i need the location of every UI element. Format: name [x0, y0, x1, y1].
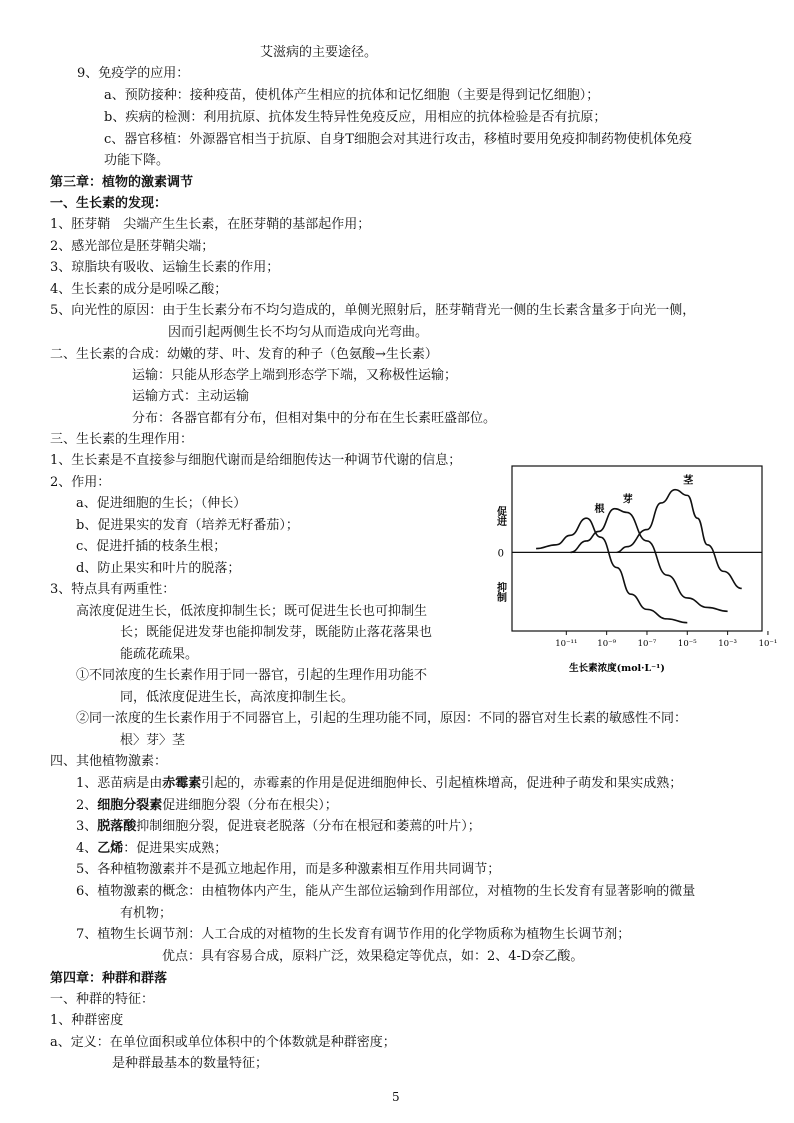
series-label: 茎 — [683, 475, 694, 487]
heading: 第三章：植物的激素调节 — [50, 174, 194, 190]
plot-frame — [512, 466, 762, 631]
text-line: 长；既能促进发芽也能抑制发芽，既能防止落花落果也 — [120, 625, 433, 641]
text-line: 2、细胞分裂素促进细胞分裂（分布在根尖）； — [76, 798, 338, 814]
text-line: 3、脱落酸抑制细胞分裂，促进衰老脱落（分布在根冠和萎蔫的叶片）； — [76, 819, 481, 835]
text-line: 3、特点具有两重性： — [50, 582, 176, 598]
text-line: 根〉芽〉茎 — [120, 733, 186, 749]
text-line: 2、作用： — [50, 475, 111, 491]
text-line: 4、生长素的成分是吲哚乙酸； — [50, 281, 228, 297]
text-line: 运输方式：主动运输 — [132, 388, 250, 404]
text-line: 高浓度促进生长，低浓度抑制生长；既可促进生长也可抑制生 — [76, 604, 428, 620]
page-number: 5 — [392, 1090, 400, 1104]
text-line: 运输：只能从形态学上端到形态学下端，又称极性运输； — [132, 367, 458, 383]
heading: 一、生长素的发现： — [50, 195, 168, 211]
text-line: 1、恶苗病是由赤霉素引起的，赤霉素的作用是促进细胞伸长、引起植株增高，促进种子萌发和果实成熟； — [76, 776, 683, 792]
y-zero-label: 0 — [497, 548, 504, 560]
text-line: 同，低浓度促进生长，高浓度抑制生长。 — [120, 690, 355, 706]
y-label-promote: 促进 — [494, 506, 506, 526]
x-tick-label: 10⁻⁷ — [637, 639, 657, 649]
text-line: 1、种群密度 — [50, 1013, 124, 1029]
x-tick-label: 10⁻¹ — [758, 639, 778, 649]
text-line: 有机物； — [120, 906, 173, 922]
text-line: 2、感光部位是胚芽鞘尖端； — [50, 238, 215, 254]
text-line: 3、琼脂块有吸收、运输生长素的作用； — [50, 259, 280, 275]
text-line: 四、其他植物激素： — [50, 754, 168, 770]
text-line: c、器官移植：外源器官相当于抗原、自身T细胞会对其进行攻击，移植时要用免疫抑制药物使机体免疫 — [104, 131, 692, 147]
series-line-茎 — [617, 490, 742, 589]
text-line: 5、向光性的原因：由于生长素分布不均匀造成的，单侧光照射后，胚芽鞘背光一侧的生长素含量多于向光一侧， — [50, 302, 696, 318]
y-label-inhibit: 抑制 — [494, 582, 506, 603]
text-line: ②同一浓度的生长素作用于不同器官上，引起的生理功能不同，原因：不同的器官对生长素的敏感性不同： — [76, 711, 688, 727]
text-line: 因而引起两侧生长不均匀从而造成向光弯曲。 — [168, 324, 429, 340]
text-line: 功能下降。 — [104, 152, 170, 168]
auxin-concentration-chart — [490, 456, 778, 676]
x-tick-label: 10⁻³ — [718, 639, 737, 649]
text-line: 能疏花疏果。 — [120, 647, 199, 663]
text-line: b、促进果实的发育（培养无籽番茄）； — [76, 518, 299, 534]
text-line: ①不同浓度的生长素作用于同一器官，引起的生理作用功能不 — [76, 668, 428, 684]
text-line: c、促进扦插的枝条生根； — [76, 539, 227, 555]
series-label: 根 — [594, 504, 605, 516]
text-line: 二、生长素的合成：幼嫩的芽、叶、发育的种子（色氨酸→生长素） — [50, 346, 438, 362]
text-line: b、疾病的检测：利用抗原、抗体发生特异性免疫反应，用相应的抗体检验是否有抗原； — [104, 109, 607, 125]
text-line: 是种群最基本的数量特征； — [112, 1056, 269, 1072]
x-tick-label: 10⁻⁵ — [677, 639, 697, 649]
text-line: a、定义：在单位面积或单位体积中的个体数就是种群密度； — [50, 1035, 396, 1051]
text-line: 艾滋病的主要途径。 — [260, 44, 378, 60]
text-line: 1、生长素是不直接参与细胞代谢而是给细胞传达一种调节代谢的信息； — [50, 453, 462, 469]
text-line: 三、生长素的生理作用： — [50, 432, 194, 448]
x-tick-label: 10⁻⁹ — [597, 639, 617, 649]
heading: 第四章：种群和群落 — [50, 971, 168, 987]
series-line-根 — [536, 518, 687, 623]
series-line-芽 — [570, 509, 727, 612]
text-line: a、促进细胞的生长；（伸长） — [76, 496, 247, 512]
text-line: a、预防接种：接种疫苗，使机体产生相应的抗体和记忆细胞（主要是得到记忆细胞）； — [104, 87, 600, 103]
text-line: 4、乙烯：促进果实成熟； — [76, 841, 228, 857]
text-line: 9、免疫学的应用： — [77, 65, 190, 81]
text-line: 6、植物激素的概念：由植物体内产生，能从产生部位运输到作用部位，对植物的生长发育有显著影响的微量 — [76, 884, 696, 900]
text-line: d、防止果实和叶片的脱落； — [76, 561, 241, 577]
text-line: 分布：各器官都有分布，但相对集中的分布在生长素旺盛部位。 — [132, 410, 497, 426]
series-label: 芽 — [622, 494, 633, 506]
text-line: 5、各种植物激素并不是孤立地起作用，而是多种激素相互作用共同调节； — [76, 862, 501, 878]
x-tick-label: 10⁻¹¹ — [555, 639, 578, 649]
text-line: 一、种群的特征： — [50, 992, 155, 1008]
text-line: 7、植物生长调节剂：人工合成的对植物的生长发育有调节作用的化学物质称为植物生长调节剂； — [76, 927, 631, 943]
text-line: 1、胚芽鞘 尖端产生生长素，在胚芽鞘的基部起作用； — [50, 216, 371, 232]
x-axis-label: 生长素浓度(mol·L⁻¹) — [569, 663, 665, 674]
text-line: 优点：具有容易合成，原料广泛，效果稳定等优点，如：2、4-D奈乙酸。 — [162, 949, 584, 965]
